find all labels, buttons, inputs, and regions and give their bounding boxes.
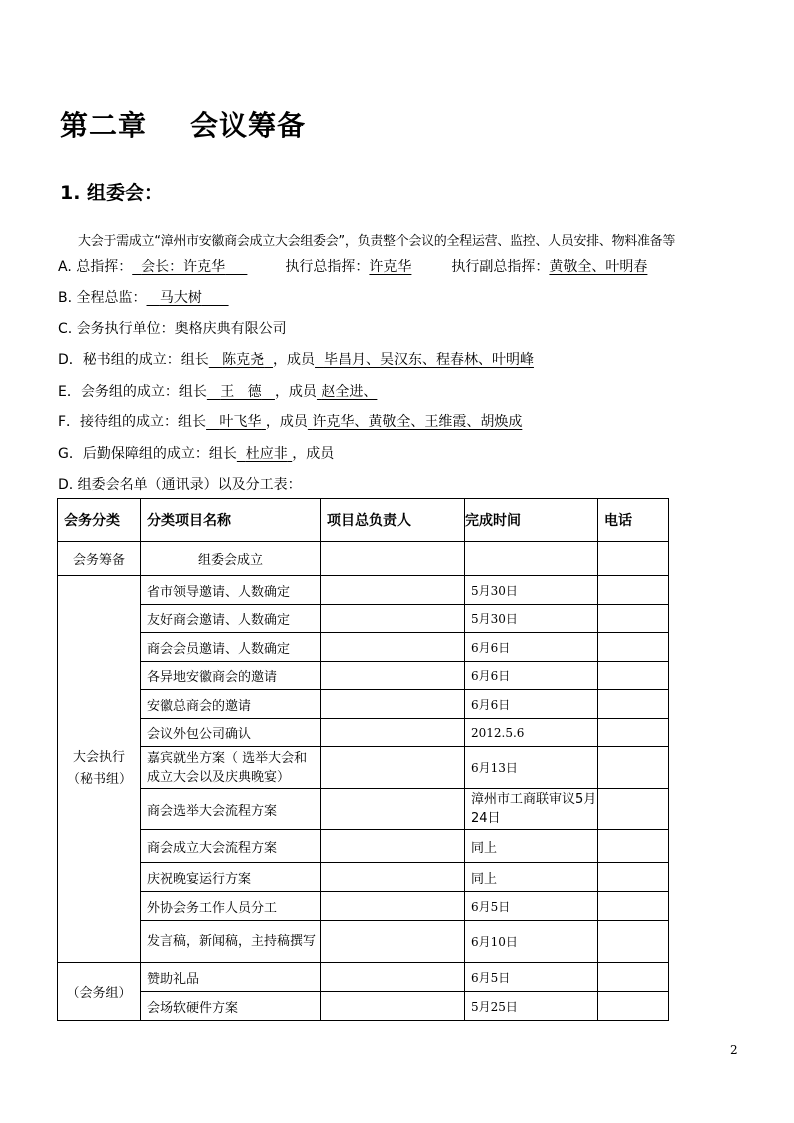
header-item: 分类项目名称 bbox=[141, 499, 321, 542]
owner-cell bbox=[321, 719, 465, 747]
line-e-mid: ，成员 bbox=[274, 384, 317, 400]
affairs-members-text: 赵全进、 bbox=[321, 384, 378, 400]
affairs-leader-text: 王 德 bbox=[220, 384, 262, 400]
table-header-row bbox=[58, 499, 669, 542]
phone-cell bbox=[598, 992, 669, 1021]
reception-leader-text: 叶飞华 bbox=[219, 414, 262, 430]
chapter-title: 第二章 会议筹备 bbox=[60, 109, 306, 142]
affairs-members bbox=[317, 384, 575, 400]
exec-commander-value: 许克华 bbox=[369, 259, 412, 275]
item-cell: 商会会员邀请、人数确定 bbox=[141, 633, 321, 662]
time-cell: 6月6日 bbox=[465, 633, 598, 662]
owner-cell bbox=[321, 863, 465, 892]
header-time: 完成时间 bbox=[465, 499, 598, 542]
phone-cell bbox=[598, 892, 669, 921]
section-title: 1. 组委会： bbox=[60, 182, 164, 204]
phone-cell bbox=[598, 863, 669, 892]
deputy-commander-label: 执行副总指挥： bbox=[451, 259, 550, 275]
line-b-prefix: B. 全程总监： bbox=[58, 290, 147, 306]
owner-cell bbox=[321, 633, 465, 662]
line-reception bbox=[58, 411, 522, 431]
phone-cell bbox=[598, 747, 669, 789]
line-f-mid: ，成员 bbox=[265, 414, 308, 430]
phone-cell bbox=[598, 830, 669, 863]
table-row bbox=[58, 542, 669, 576]
time-cell: 5月30日 bbox=[465, 605, 598, 633]
item-cell: 会场软硬件方案 bbox=[141, 992, 321, 1021]
affairs-leader bbox=[207, 384, 275, 400]
table-row bbox=[58, 605, 669, 633]
table-row bbox=[58, 789, 669, 830]
item-cell: 安徽总商会的邀请 bbox=[141, 690, 321, 719]
item-cell: 组委会成立 bbox=[141, 542, 321, 576]
reception-leader bbox=[206, 414, 266, 430]
phone-cell bbox=[598, 789, 669, 830]
item-cell: 赞助礼品 bbox=[141, 963, 321, 992]
phone-cell bbox=[598, 605, 669, 633]
item-cell: 商会选举大会流程方案 bbox=[141, 789, 321, 830]
time-cell: 同上 bbox=[465, 830, 598, 863]
header-category: 会务分类 bbox=[58, 499, 141, 542]
intro-paragraph: 大会于需成立“漳州市安徽商会成立大会组委会”，负责整个会议的全程运营、监控、人员安排、物料准备等 bbox=[78, 234, 676, 249]
assignment-table bbox=[57, 498, 669, 1021]
line-d1-prefix: D．秘书组的成立：组长 bbox=[58, 352, 209, 368]
time-cell: 5月30日 bbox=[465, 576, 598, 605]
secretariat-leader-text: 陈克尧 bbox=[222, 352, 265, 368]
time-cell: 5月25日 bbox=[465, 992, 598, 1021]
time-cell bbox=[465, 542, 598, 576]
phone-cell bbox=[598, 576, 669, 605]
chief-commander-text: 会长：许克华 bbox=[141, 259, 226, 275]
owner-cell bbox=[321, 992, 465, 1021]
director-text: 马大树 bbox=[159, 290, 202, 306]
owner-cell bbox=[321, 892, 465, 921]
deputy-commander-value: 黄敬全、叶明春 bbox=[549, 259, 648, 275]
reception-members bbox=[308, 414, 522, 430]
secretariat-members bbox=[315, 352, 534, 368]
table-row bbox=[58, 690, 669, 719]
owner-cell bbox=[321, 542, 465, 576]
owner-cell bbox=[321, 576, 465, 605]
item-cell: 各异地安徽商会的邀请 bbox=[141, 662, 321, 690]
group-cell: 会务筹备 bbox=[58, 542, 141, 576]
item-cell: 会议外包公司确认 bbox=[141, 719, 321, 747]
line-executor: C. 会务执行单位：奥格庆典有限公司 bbox=[58, 321, 287, 337]
logistics-leader-text: 杜应非 bbox=[245, 446, 288, 462]
line-logistics bbox=[58, 443, 548, 463]
line-d1-mid: ，成员 bbox=[273, 352, 316, 368]
item-cell: 友好商会邀请、人数确定 bbox=[141, 605, 321, 633]
logistics-leader bbox=[237, 446, 292, 462]
time-cell: 漳州市工商联审议5月24日 bbox=[465, 789, 598, 830]
phone-cell bbox=[598, 690, 669, 719]
page-number: 2 bbox=[730, 1043, 738, 1057]
table-row bbox=[58, 921, 669, 963]
item-cell: 外协会务工作人员分工 bbox=[141, 892, 321, 921]
time-cell: 6月5日 bbox=[465, 963, 598, 992]
owner-cell bbox=[321, 747, 465, 789]
time-cell: 同上 bbox=[465, 863, 598, 892]
owner-cell bbox=[321, 830, 465, 863]
item-cell: 庆祝晚宴运行方案 bbox=[141, 863, 321, 892]
line-commander bbox=[58, 256, 647, 276]
line-secretariat bbox=[58, 349, 534, 369]
line-affairs bbox=[58, 381, 575, 401]
owner-cell bbox=[321, 789, 465, 830]
time-cell: 6月6日 bbox=[465, 690, 598, 719]
table-row bbox=[58, 892, 669, 921]
director-value bbox=[147, 290, 229, 306]
phone-cell bbox=[598, 921, 669, 963]
time-cell: 6月5日 bbox=[465, 892, 598, 921]
owner-cell bbox=[321, 662, 465, 690]
table-row bbox=[58, 662, 669, 690]
owner-cell bbox=[321, 605, 465, 633]
time-cell: 6月6日 bbox=[465, 662, 598, 690]
phone-cell bbox=[598, 662, 669, 690]
item-cell: 省市领导邀请、人数确定 bbox=[141, 576, 321, 605]
secretariat-leader bbox=[209, 352, 273, 368]
chief-commander-value bbox=[132, 259, 247, 275]
item-cell: 嘉宾就坐方案（ 选举大会和成立大会以及庆典晚宴） bbox=[141, 747, 321, 789]
table-row bbox=[58, 576, 669, 605]
group-cell bbox=[58, 576, 141, 963]
line-e-prefix: E．会务组的成立：组长 bbox=[58, 384, 207, 400]
line-roster: D. 组委会名单（通讯录）以及分工表： bbox=[58, 477, 302, 493]
secretariat-members-text: 毕昌月、吴汉东、程春林、叶明峰 bbox=[323, 352, 534, 368]
table-row bbox=[58, 719, 669, 747]
exec-commander-label: 执行总指挥： bbox=[285, 259, 370, 275]
phone-cell bbox=[598, 963, 669, 992]
table-row bbox=[58, 747, 669, 789]
owner-cell bbox=[321, 921, 465, 963]
item-cell: 商会成立大会流程方案 bbox=[141, 830, 321, 863]
table-row bbox=[58, 830, 669, 863]
line-g-mid: ，成员 bbox=[292, 446, 335, 462]
item-cell: 发言稿，新闻稿，主持稿撰写 bbox=[141, 921, 321, 963]
logistics-members bbox=[334, 446, 548, 462]
time-cell: 2012.5.6 bbox=[465, 719, 598, 747]
table-row bbox=[58, 863, 669, 892]
table-row bbox=[58, 963, 669, 992]
phone-cell bbox=[598, 719, 669, 747]
phone-cell bbox=[598, 633, 669, 662]
table-row bbox=[58, 633, 669, 662]
time-cell: 6月13日 bbox=[465, 747, 598, 789]
time-cell: 6月10日 bbox=[465, 921, 598, 963]
group-cell: （会务组） bbox=[58, 963, 141, 1021]
owner-cell bbox=[321, 690, 465, 719]
line-a-prefix: A. 总指挥： bbox=[58, 259, 133, 275]
phone-cell bbox=[598, 542, 669, 576]
table-row bbox=[58, 992, 669, 1021]
line-g-prefix: G．后勤保障组的成立：组长 bbox=[58, 446, 237, 462]
line-f-prefix: F．接待组的成立：组长 bbox=[58, 414, 207, 430]
reception-members-text: 许克华、黄敬全、王维霞、胡焕成 bbox=[312, 414, 523, 430]
line-director bbox=[58, 287, 229, 307]
header-owner: 项目总负责人 bbox=[321, 499, 465, 542]
owner-cell bbox=[321, 963, 465, 992]
header-phone: 电话 bbox=[598, 499, 669, 542]
group-label: 大会执行（秘书组） bbox=[67, 750, 133, 787]
